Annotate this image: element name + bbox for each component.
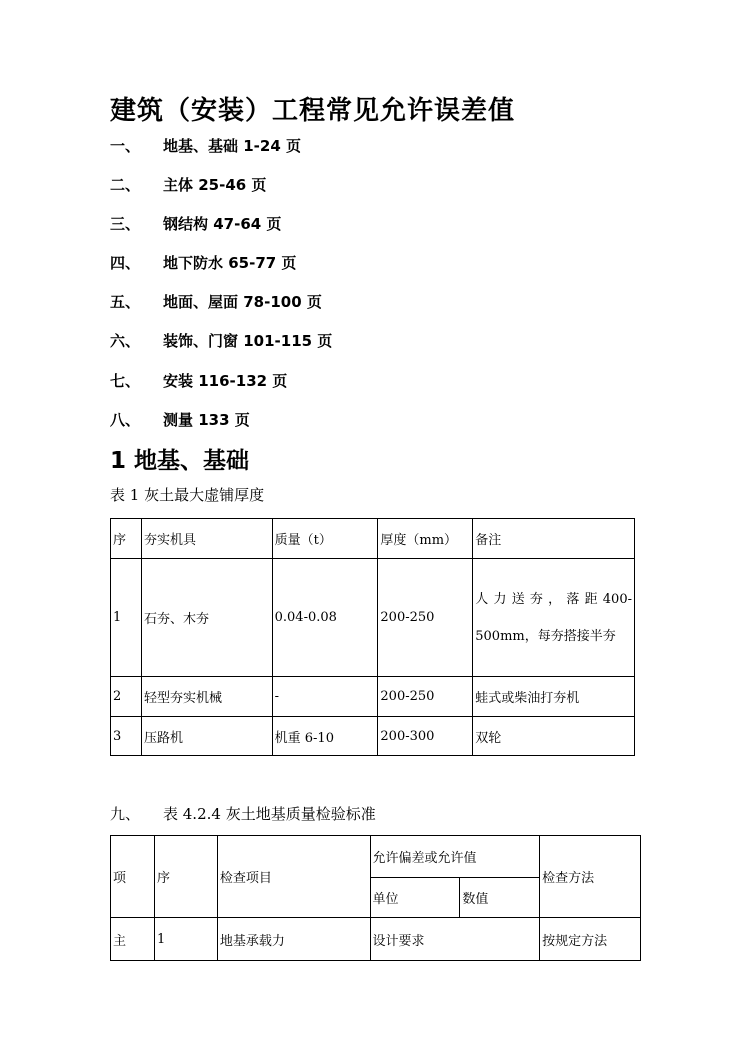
table-cell: 按规定方法 <box>540 918 641 961</box>
header-cell: 序 <box>111 519 142 559</box>
toc-item <box>110 250 670 289</box>
table-cell: 主 <box>111 918 155 961</box>
header-cell: 单位 <box>370 878 460 918</box>
toc-number: 四、 <box>110 254 141 273</box>
table-row <box>111 717 635 756</box>
header-cell: 备注 <box>473 519 635 559</box>
header-cell: 厚度（mm） <box>378 519 473 559</box>
header-cell: 检查方法 <box>540 836 641 918</box>
toc-item <box>110 407 670 446</box>
table-cell: 石夯、木夯 <box>141 559 272 677</box>
section-title: 1 地基、基础 <box>110 448 250 474</box>
toc-text: 地面、屋面 78-100 页 <box>163 293 322 312</box>
table-of-contents <box>110 133 670 446</box>
table-cell: 200-300 <box>378 717 473 756</box>
table-cell: 地基承载力 <box>217 918 370 961</box>
table-loose-thickness <box>110 518 635 756</box>
header-cell: 检查项目 <box>217 836 370 918</box>
toc-number: 七、 <box>110 371 141 390</box>
toc-item <box>110 368 670 407</box>
table-cell: 双轮 <box>473 717 635 756</box>
toc-text: 安装 116-132 页 <box>163 371 288 390</box>
table-cell: 200-250 <box>378 559 473 677</box>
table-cell: 200-250 <box>378 677 473 717</box>
table-cell: 1 <box>154 918 217 961</box>
header-cell: 夯实机具 <box>141 519 272 559</box>
table-quality-standard <box>110 835 641 961</box>
table-cell: 压路机 <box>141 717 272 756</box>
table1-caption: 表 1 灰土最大虚铺厚度 <box>110 486 265 504</box>
toc-text: 装饰、门窗 101-115 页 <box>163 332 333 351</box>
toc-number: 三、 <box>110 215 141 234</box>
toc-text: 主体 25-46 页 <box>163 176 267 195</box>
toc-number: 一、 <box>110 137 141 155</box>
caption-text: 表 4.2.4 灰土地基质量检验标准 <box>163 805 376 823</box>
header-cell: 质量（t） <box>272 519 378 559</box>
toc-item <box>110 211 670 250</box>
toc-item <box>110 289 670 328</box>
table-header-row <box>111 519 635 559</box>
toc-text: 地下防水 65-77 页 <box>163 254 297 273</box>
toc-text: 钢结构 47-64 页 <box>163 215 282 234</box>
table-cell: 设计要求 <box>370 918 540 961</box>
header-cell: 序 <box>154 836 217 918</box>
toc-text: 测量 133 页 <box>163 410 250 429</box>
header-cell: 数值 <box>460 878 540 918</box>
table-row <box>111 677 635 717</box>
toc-text: 地基、基础 1-24 页 <box>163 137 301 155</box>
table-cell: 0.04-0.08 <box>272 559 378 677</box>
header-cell: 项 <box>111 836 155 918</box>
table-cell: 1 <box>111 559 142 677</box>
caption-number: 九、 <box>110 805 141 823</box>
table-header-row <box>111 836 641 878</box>
toc-number: 五、 <box>110 293 141 312</box>
table2-caption <box>110 803 376 824</box>
toc-item <box>110 133 670 172</box>
toc-item <box>110 328 670 367</box>
table-cell: 蛙式或柴油打夯机 <box>473 677 635 717</box>
table-cell: 机重 6-10 <box>272 717 378 756</box>
toc-number: 八、 <box>110 410 141 429</box>
document-title: 建筑（安装）工程常见允许误差值 <box>110 96 516 126</box>
table-cell: 人力送夯，落距400-500mm，每夯搭接半夯 <box>473 559 635 677</box>
table-cell: - <box>272 677 378 717</box>
toc-number: 二、 <box>110 176 141 195</box>
table-row <box>111 559 635 677</box>
toc-number: 六、 <box>110 332 141 351</box>
table-row <box>111 918 641 961</box>
toc-item <box>110 172 670 211</box>
table-cell: 轻型夯实机械 <box>141 677 272 717</box>
header-cell-group: 允许偏差或允许值 <box>370 836 540 878</box>
table-cell: 3 <box>111 717 142 756</box>
table-cell: 2 <box>111 677 142 717</box>
